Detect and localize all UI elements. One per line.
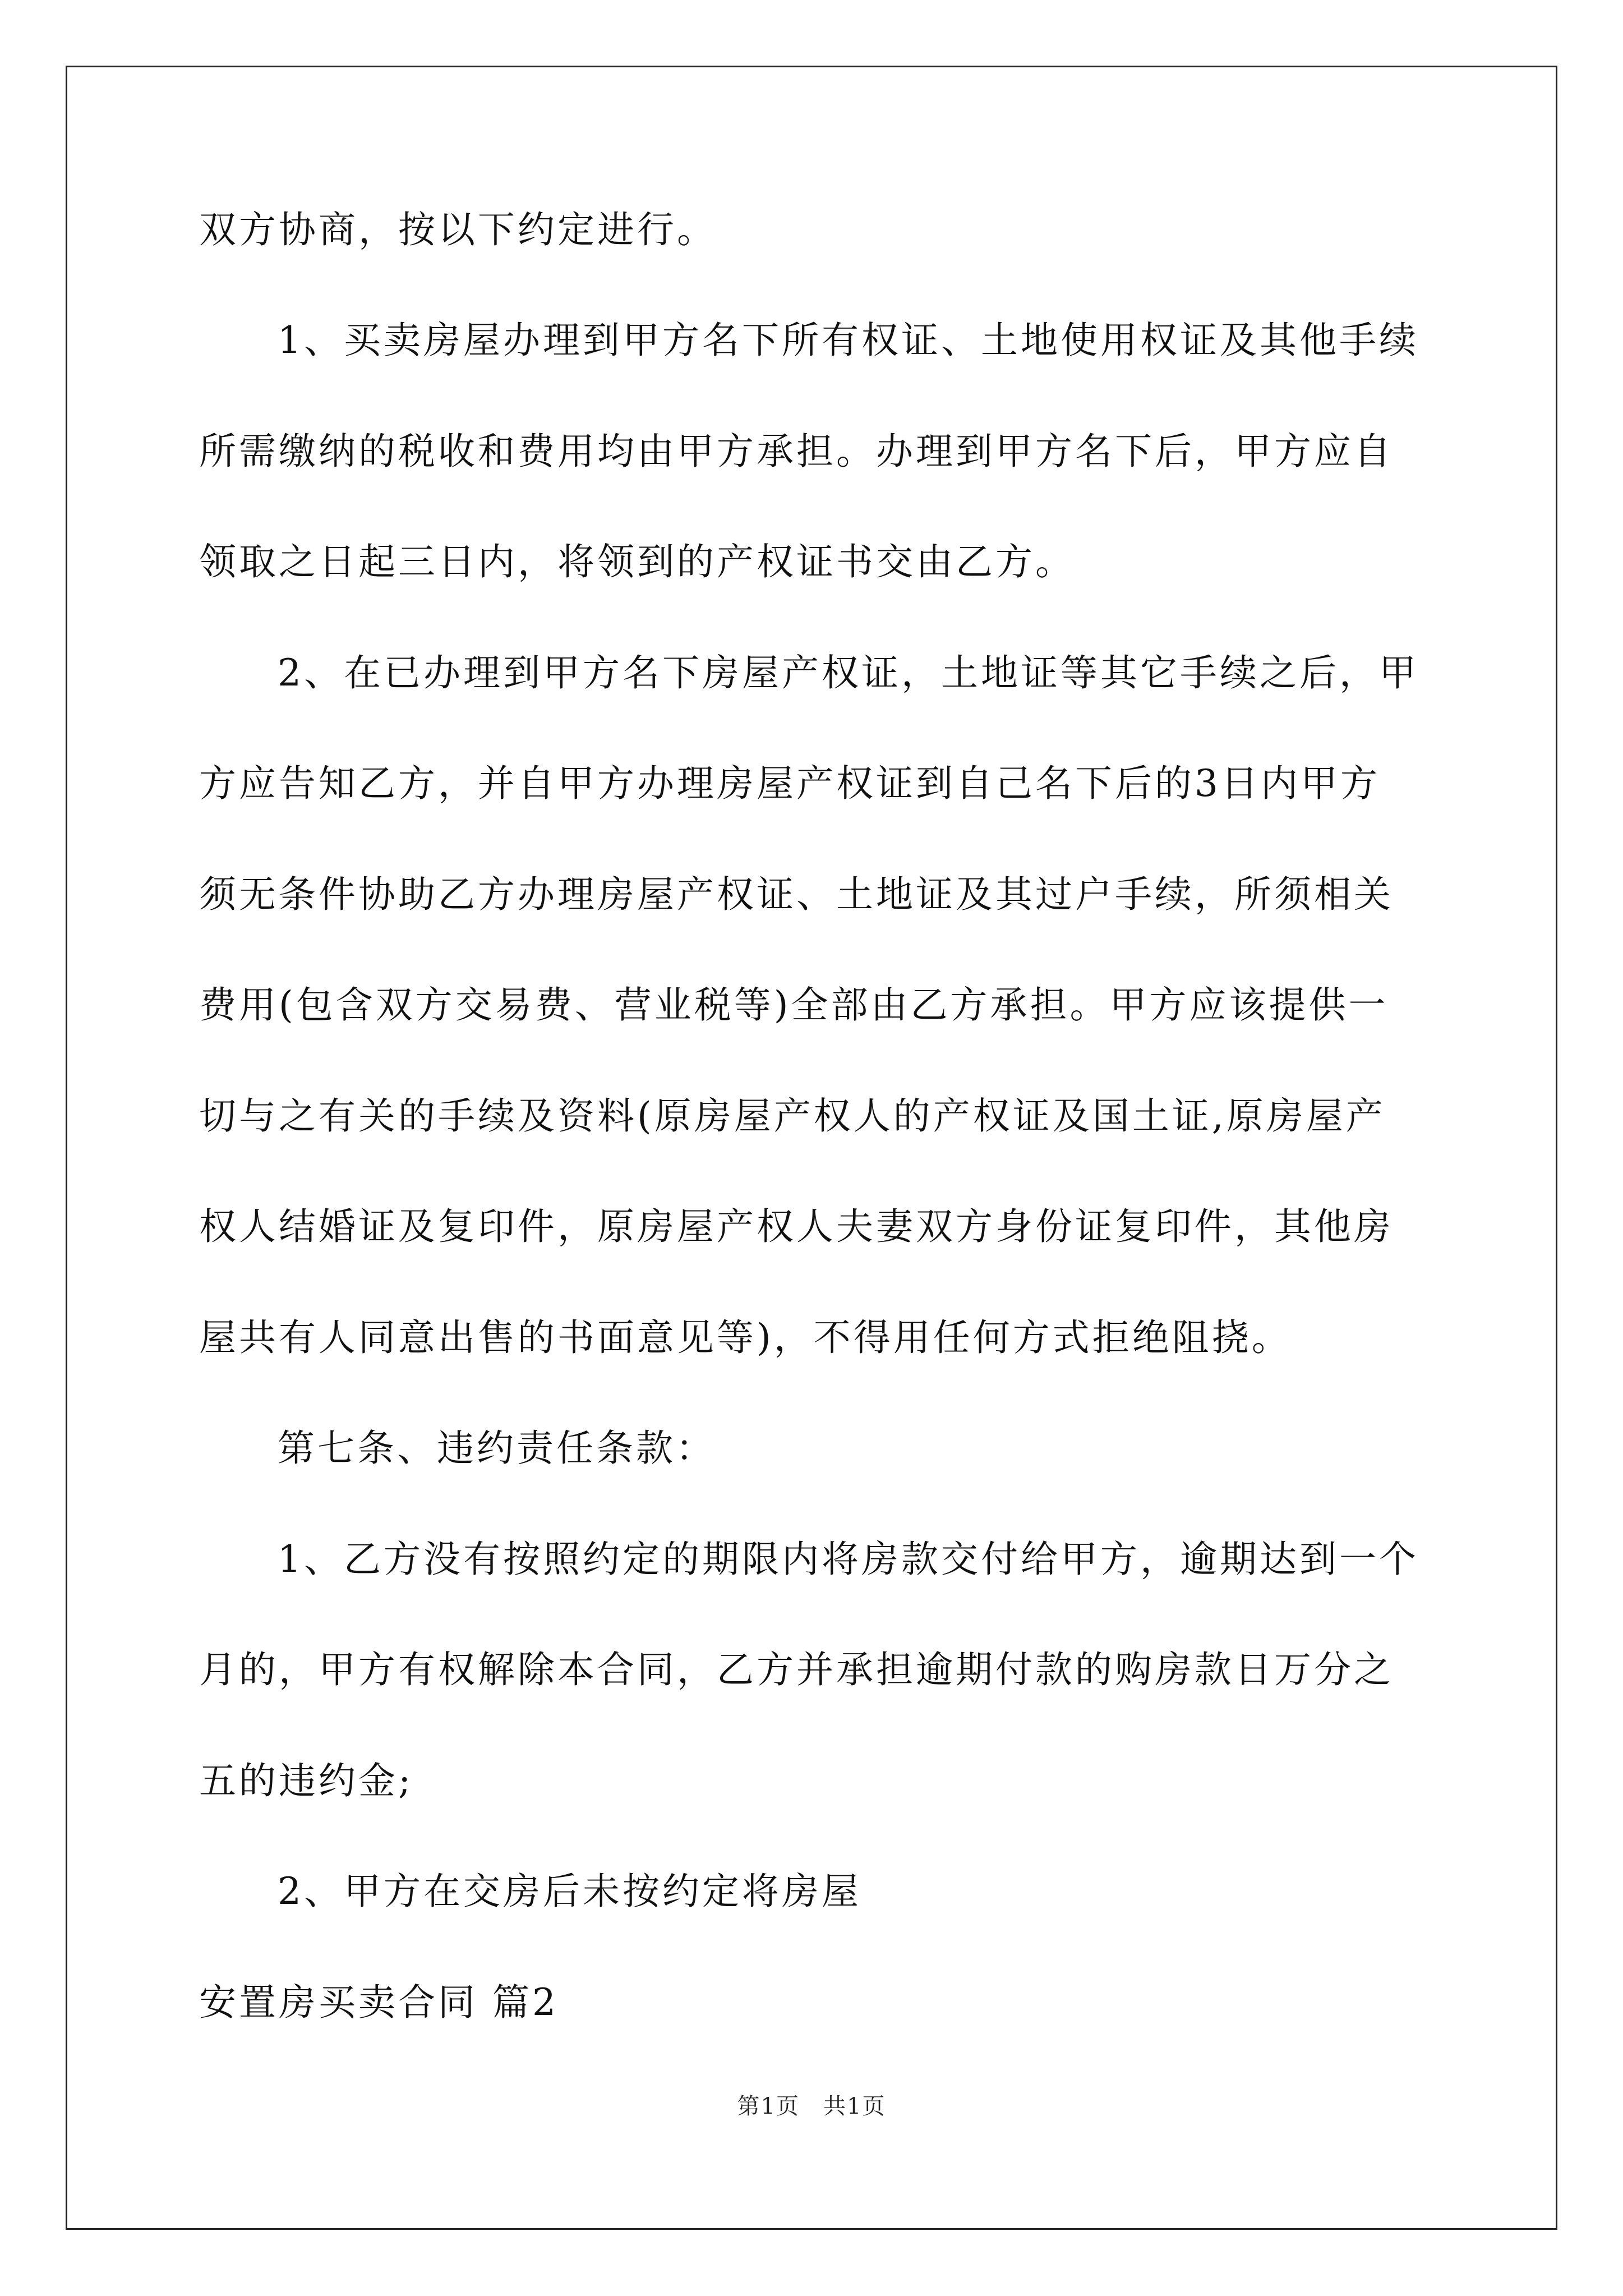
section-heading: 第七条、违约责任条款： <box>278 1427 716 1470</box>
text-line: 费用(包含双方交易费、营业税等)全部由乙方承担。甲方应该提供一 <box>199 983 1389 1027</box>
text-line: 方应告知乙方，并自甲方办理房屋产权证到自己名下后的3日内甲方 <box>199 762 1380 805</box>
text-line: 领取之日起三日内，将领到的产权证书交由乙方。 <box>199 540 1075 583</box>
text-line: 2、甲方在交房后未按约定将房屋 <box>278 1870 861 1913</box>
text-line: 双方协商，按以下约定进行。 <box>199 208 717 251</box>
text-line: 屋共有人同意出售的书面意见等)，不得用任何方式拒绝阻挠。 <box>199 1316 1292 1359</box>
text-line: 1、买卖房屋办理到甲方名下所有权证、土地使用权证及其他手续 <box>278 319 1419 362</box>
text-line: 五的违约金; <box>199 1759 414 1802</box>
text-line: 月的，甲方有权解除本合同，乙方并承担逾期付款的购房款日万分之 <box>199 1648 1394 1691</box>
text-line: 切与之有关的手续及资料(原房屋产权人的产权证及国土证,原房屋产 <box>199 1094 1386 1138</box>
document-subtitle: 安置房买卖合同 篇2 <box>199 1981 559 2024</box>
page-indicator: 第1页 共1页 <box>737 2093 886 2119</box>
text-line: 权人结婚证及复印件，原房屋产权人夫妻双方身份证复印件，其他房 <box>199 1205 1394 1248</box>
text-line: 2、在已办理到甲方名下房屋产权证，土地证等其它手续之后，甲 <box>278 651 1419 694</box>
text-line: 所需缴纳的税收和费用均由甲方承担。办理到甲方名下后，甲方应自 <box>199 430 1394 473</box>
text-line: 1、乙方没有按照约定的期限内将房款交付给甲方，逾期达到一个 <box>278 1538 1419 1581</box>
text-line: 须无条件协助乙方办理房屋产权证、土地证及其过户手续，所须相关 <box>199 873 1394 916</box>
